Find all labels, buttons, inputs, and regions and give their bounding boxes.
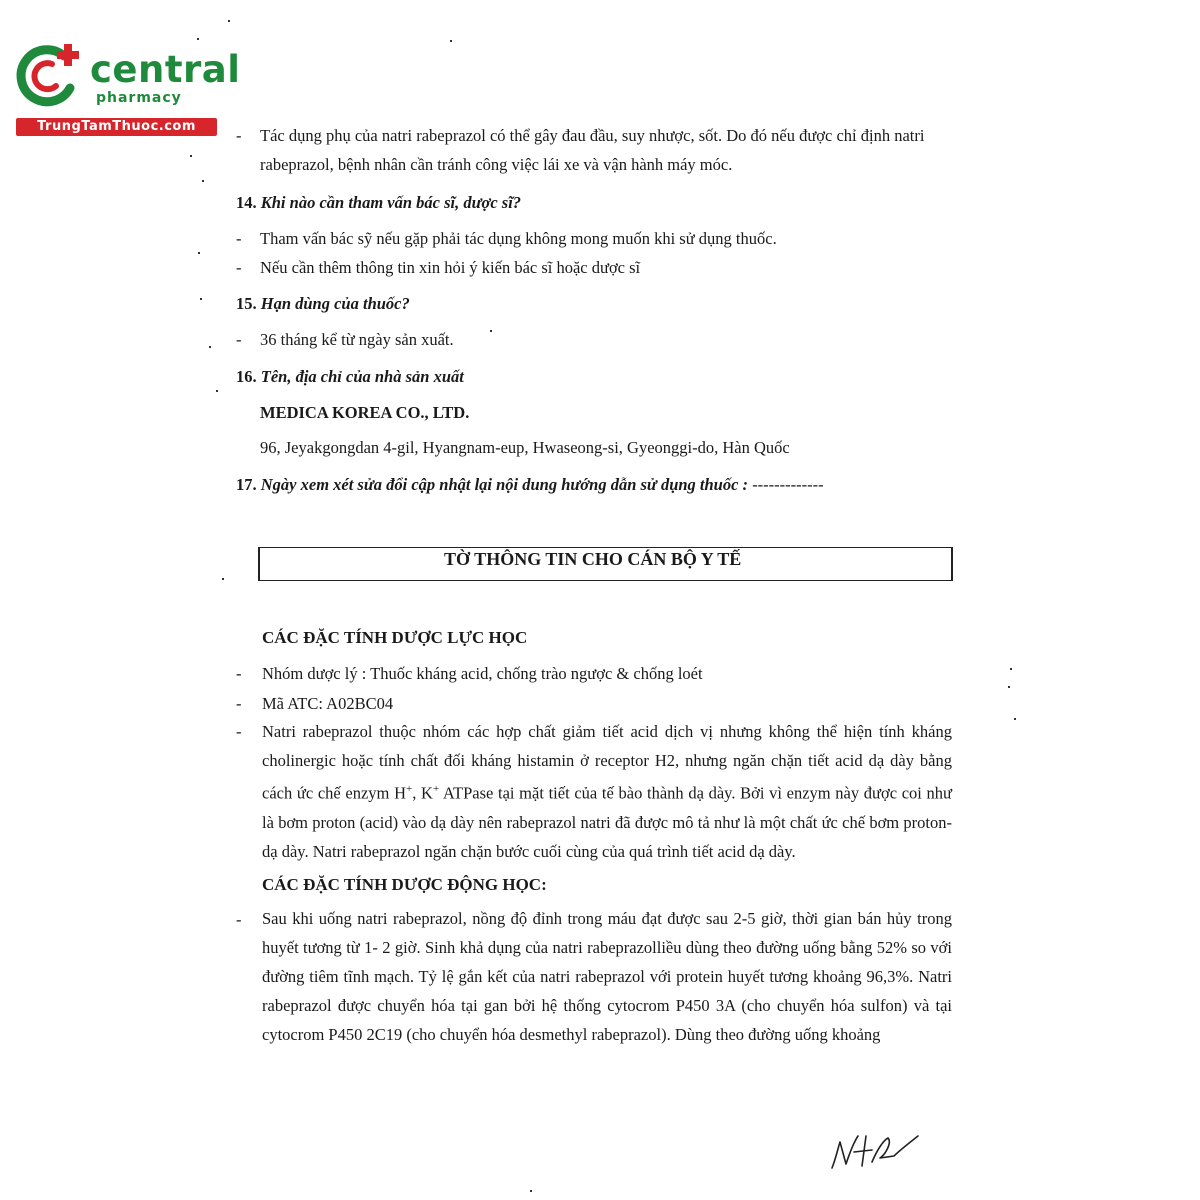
handwritten-signature [828,1128,923,1176]
bullet-dash: - [236,330,242,349]
potassium-ion: , K [412,783,433,803]
bullet-dash: - [236,258,242,277]
pharmacokinetics-paragraph: Sau khi uống natri rabeprazol, nồng độ đỉnh trong máu đạt được sau 2-5 giờ, thời gian bán hủy trong huyết tương từ 1- 2 giờ. Sinh khả dụng của natri rabeprazolliều dùng theo đường uống bằng 52% so với đường tiêm tĩnh mạch. Tỷ lệ gắn kết của natri rabeprazol với protein huyết tương khoảng 96,3%. Natri rabeprazol được chuyển hóa tại gan bởi hệ thống cytocrom P450 3A (cho chuyển hóa sulfon) và tại cytocrom P450 2C19 (cho chuyển hóa desmethyl rabeprazol). Dùng theo đường uống khoảng [262,909,952,1044]
section-15-title: Hạn dùng của thuốc? [260,294,410,313]
bullet-dash: - [236,694,242,713]
scan-speck [450,40,452,42]
list-item: 36 tháng kể từ ngày sản xuất. [260,330,454,349]
superscript-plus: + [406,783,413,795]
bullet-dash: - [236,722,242,741]
section-17-dashes: ------------- [752,475,824,494]
scan-speck [1008,686,1010,688]
manufacturer-address: 96, Jeyakgongdan 4-gil, Hyangnam-eup, Hwaseong-si, Gyeonggi-do, Hàn Quốc [260,438,790,457]
scan-speck [198,252,200,254]
logo-brand: central [90,48,241,91]
logo-site-url: TrungTamThuoc.com [16,118,217,136]
scan-speck [200,298,202,300]
box-left-border [258,547,260,581]
bullet-dash: - [236,664,242,683]
mechanism-paragraph [262,717,952,866]
superscript-plus: + [432,783,440,795]
section-15-number: 15. [236,294,257,313]
bullet-dash: - [236,126,242,145]
box-bottom-border [258,580,952,581]
section-17-number: 17. [236,475,257,494]
pharmacokinetics-heading: CÁC ĐẶC TÍNH DƯỢC ĐỘNG HỌC: [262,875,547,894]
scan-speck [530,1190,532,1192]
scan-speck [209,346,211,348]
section-14-heading [236,192,521,214]
box-right-border [951,547,953,581]
section-16-heading [236,366,464,388]
pharmacodynamics-heading: CÁC ĐẶC TÍNH DƯỢC LỰC HỌC [262,628,528,647]
section-16-title: Tên, địa chỉ của nhà sản xuất [260,367,464,386]
manufacturer-name: MEDICA KOREA CO., LTD. [260,403,470,422]
hydrogen-ion: H [394,783,406,803]
scan-speck [1014,718,1016,720]
logo-subtitle: pharmacy [96,90,182,106]
section-16-number: 16. [236,367,257,386]
section-17-title: Ngày xem xét sửa đổi cập nhật lại nội dung hướng dẫn sử dụng thuốc : [260,475,749,494]
central-logo-icon [12,40,84,112]
section-15-heading [236,293,410,315]
scan-speck [190,155,192,157]
pharmacological-group: Nhóm dược lý : Thuốc kháng acid, chống trào ngược & chống loét [262,664,703,683]
scan-speck [197,38,199,40]
central-pharmacy-logo [8,36,241,136]
scan-speck [490,330,492,332]
section-17-heading [236,474,824,496]
scan-speck [228,20,230,22]
bullet-dash: - [236,229,242,248]
section-14-title: Khi nào cần tham vấn bác sĩ, dược sĩ? [260,193,522,212]
mechanism-text-part-2: ATPase tại mặt tiết của tế bào thành dạ dày. Bởi vì enzym này được coi như là bơm proton (acid) vào dạ dày nên rabeprazol natri đã được mô tả như là một chất ức chế bơm proton-dạ dày. Natri rabeprazol ngăn chặn bước cuối cùng của quá trình tiết acid dạ dày. [262,783,952,861]
list-item: Tham vấn bác sỹ nếu gặp phải tác dụng không mong muốn khi sử dụng thuốc. [260,229,777,248]
atc-code: Mã ATC: A02BC04 [262,694,394,713]
mechanism-text-part-1: Natri rabeprazol thuộc nhóm các hợp chất giảm tiết acid dịch vị nhưng không thể hiện tính kháng cholinergic hoặc tính chất đối kháng histamin ở receptor H2, nhưng ngăn chặn tiết acid dạ dày bằng cách ức chế enzym [262,722,952,803]
scan-speck [202,180,204,182]
section-14-number: 14. [236,193,257,212]
list-item: Nếu cần thêm thông tin xin hỏi ý kiến bác sĩ hoặc dược sĩ [260,258,641,277]
bullet-dash: - [236,910,242,929]
scan-speck [222,578,224,580]
box-title: TỜ THÔNG TIN CHO CÁN BỘ Y TẾ [444,549,742,569]
scan-speck [216,390,218,392]
side-effect-line-2: rabeprazol, bệnh nhân cần tránh công việc lái xe và vận hành máy móc. [260,155,733,174]
scan-speck [1010,668,1012,670]
side-effect-line-1: Tác dụng phụ của natri rabeprazol có thể gây đau đầu, suy nhược, sốt. Do đó nếu được chỉ định natri [260,126,925,145]
